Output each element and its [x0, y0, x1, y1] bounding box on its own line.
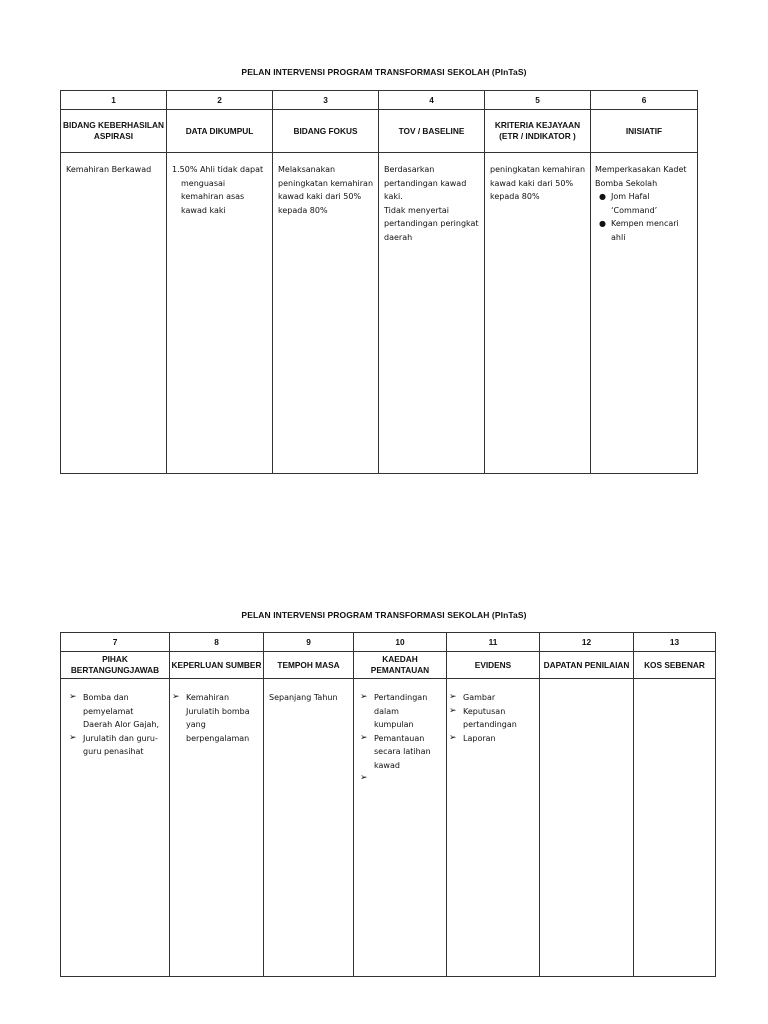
header-row — [61, 110, 698, 153]
list-item — [172, 691, 258, 745]
page-title-bottom: PELAN INTERVENSI PROGRAM TRANSFORMASI SEKOLAH (PInTaS) — [241, 610, 527, 620]
intervention-table-part1 — [60, 90, 698, 474]
column-number: 13 — [634, 633, 716, 652]
arrow-bullet-icon: ➢ — [449, 705, 457, 716]
pihak-item: Bomba dan pemyelamat Daerah Alor Gajah, — [83, 693, 160, 729]
header-evidens: EVIDENS — [447, 652, 540, 679]
cell-kaedah-pemantauan — [354, 679, 447, 977]
list-item — [69, 732, 164, 759]
column-number: 6 — [591, 91, 698, 110]
list-item — [360, 772, 441, 786]
pihak-list — [69, 691, 164, 759]
table-row — [61, 153, 698, 474]
tov-baseline-text: Berdasarkan pertandingan kawad kaki. Tidak menyertai pertandingan peringkat daerah — [384, 165, 479, 242]
cell-data-dikumpul — [167, 153, 273, 474]
list-item — [599, 217, 695, 244]
list-item — [449, 732, 534, 746]
column-number: 8 — [170, 633, 264, 652]
tempoh-masa-text: Sepanjang Tahun — [269, 693, 338, 702]
intervention-table-part2 — [60, 632, 716, 977]
evidens-list — [449, 691, 534, 745]
column-number: 4 — [379, 91, 485, 110]
inisiatif-item: Kempen mencari ahli — [611, 219, 679, 242]
arrow-bullet-icon: ➢ — [360, 773, 368, 783]
cell-bidang-fokus — [273, 153, 379, 474]
cell-pihak — [61, 679, 170, 977]
table-row — [61, 679, 716, 977]
kriteria-kejayaan-text: peningkatan kemahiran kawad kaki dari 50% kepada 80% — [490, 165, 586, 201]
column-number: 3 — [273, 91, 379, 110]
column-number: 5 — [485, 91, 591, 110]
column-number: 2 — [167, 91, 273, 110]
arrow-bullet-icon: ➢ — [360, 692, 368, 702]
column-number-row — [61, 633, 716, 652]
header-kaedah-pemantauan: KAEDAH PEMANTAUAN — [354, 652, 447, 679]
cell-dapatan-penilaian — [540, 679, 634, 977]
header-kriteria-kejayaan: KRITERIA KEJAYAAN (ETR / INDIKATOR ) — [485, 110, 591, 153]
column-number: 11 — [447, 633, 540, 652]
list-item — [599, 190, 695, 217]
arrow-bullet-icon: ➢ — [449, 692, 457, 702]
aspirasi-text: Kemahiran Berkawad — [66, 165, 152, 174]
cell-tempoh-masa — [264, 679, 354, 977]
pihak-item: Jurulatih dan guru-guru penasihat — [83, 733, 158, 756]
header-row — [61, 652, 716, 679]
list-item — [449, 705, 534, 732]
list-item — [449, 691, 534, 705]
list-item — [69, 691, 164, 732]
dot-bullet-icon: ● — [599, 219, 606, 228]
cell-inisiatif — [591, 153, 698, 474]
header-data-dikumpul: DATA DIKUMPUL — [167, 110, 273, 153]
inisiatif-item: Jom Hafal ‘Command’ — [611, 192, 658, 215]
cell-evidens — [447, 679, 540, 977]
header-inisiatif: INISIATIF — [591, 110, 698, 153]
header-kos-sebenar: KOS SEBENAR — [634, 652, 716, 679]
list-item — [360, 691, 441, 732]
kaedah-item: Pertandingan dalam kumpulan — [374, 693, 428, 729]
header-bidang-fokus: BIDANG FOKUS — [273, 110, 379, 153]
header-bidang-keberhasilan: BIDANG KEBERHASILAN ASPIRASI — [61, 110, 167, 153]
header-dapatan-penilaian: DAPATAN PENILAIAN — [540, 652, 634, 679]
column-number: 10 — [354, 633, 447, 652]
bidang-fokus-text: Melaksanakan peningkatan kemahiran kawad kaki dari 50% kepada 80% — [278, 165, 374, 215]
header-keperluan-sumber: KEPERLUAN SUMBER — [170, 652, 264, 679]
column-number: 9 — [264, 633, 354, 652]
sumber-list — [172, 691, 258, 745]
cell-kriteria-kejayaan — [485, 153, 591, 474]
page-title-top: PELAN INTERVENSI PROGRAM TRANSFORMASI SEKOLAH (PInTaS) — [241, 67, 527, 77]
column-number-row — [61, 91, 698, 110]
kaedah-list — [360, 691, 441, 786]
inisiatif-intro: Memperkasakan Kadet Bomba Sekolah — [595, 165, 687, 188]
header-tempoh-masa: TEMPOH MASA — [264, 652, 354, 679]
evidens-item: Laporan — [463, 733, 496, 743]
column-number: 12 — [540, 633, 634, 652]
cell-aspirasi — [61, 153, 167, 474]
arrow-bullet-icon: ➢ — [172, 692, 180, 702]
inisiatif-list — [595, 190, 695, 244]
cell-tov-baseline — [379, 153, 485, 474]
arrow-bullet-icon: ➢ — [69, 732, 77, 743]
cell-keperluan-sumber — [170, 679, 264, 977]
arrow-bullet-icon: ➢ — [69, 692, 77, 702]
list-item — [360, 732, 441, 773]
arrow-bullet-icon: ➢ — [360, 732, 368, 743]
kaedah-item: Pemantauan secara latihan kawad — [374, 733, 431, 770]
column-number: 7 — [61, 633, 170, 652]
arrow-bullet-icon: ➢ — [449, 732, 457, 743]
header-pihak-bertanggungjawab: PIHAK BERTANGUNGJAWAB — [61, 652, 170, 679]
header-tov-baseline: TOV / BASELINE — [379, 110, 485, 153]
column-number: 1 — [61, 91, 167, 110]
dot-bullet-icon: ● — [599, 192, 606, 201]
sumber-item: Kemahiran Jurulatih bomba yang berpengalaman — [186, 693, 250, 743]
cell-kos-sebenar — [634, 679, 716, 977]
evidens-item: Gambar — [463, 693, 496, 702]
data-dikumpul-text: 1.50% Ahli tidak dapat menguasai kemahiran asas kawad kaki — [172, 165, 264, 215]
evidens-item: Keputusan pertandingan — [463, 706, 517, 729]
